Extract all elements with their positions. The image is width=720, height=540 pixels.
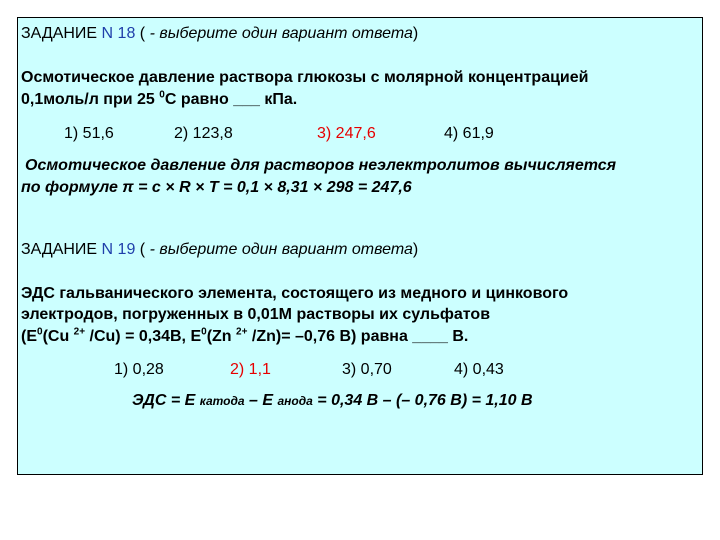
task19-option-1: 1) 0,28 (114, 361, 164, 378)
task19-q3-sup2: 2+ (73, 326, 86, 338)
task18-instruction: - выберите один вариант ответа (149, 25, 413, 42)
task19-q3-d: (Zn (206, 328, 237, 345)
task18-q2-b: С равно ___ кПа. (164, 91, 298, 108)
task19-q3-sup1: 0 (37, 326, 43, 338)
task19-formula-b: – Е (244, 392, 278, 409)
task19-q3-sup3: 0 (201, 326, 207, 338)
task19-paren-open: ( (135, 241, 150, 258)
task19-q3-b: (Cu (42, 328, 74, 345)
task19-prefix: ЗАДАНИЕ (21, 241, 102, 258)
task18-option-1: 1) 51,6 (64, 125, 114, 142)
task18-option-2: 2) 123,8 (174, 125, 233, 142)
task18-question-line1: Осмотическое давление раствора глюкозы с молярной концентрацией (21, 69, 589, 86)
task19-paren-close: ) (412, 241, 419, 258)
slide-panel (17, 17, 703, 475)
task19-formula-sub-anode: анода (277, 394, 313, 408)
task18-option-3-correct: 3) 247,6 (317, 125, 376, 142)
task18-q2-sup: 0 (159, 89, 165, 101)
task19-q3-e: /Zn)= –0,76 В) равна ____ В. (247, 328, 469, 345)
task19-q3-c: /Cu) = 0,34В, E (85, 328, 202, 345)
task19-question-line2: электродов, погруженных в 0,01М растворы их сульфатов (21, 306, 491, 323)
task19-header (21, 240, 418, 260)
task19-question-line1: ЭДС гальванического элемента, состоящего из медного и цинкового (21, 285, 569, 302)
task19-option-4: 4) 0,43 (454, 361, 504, 378)
task18-prefix: ЗАДАНИЕ (21, 25, 102, 42)
task18-explanation-line1: Осмотическое давление для растворов неэлектролитов вычисляется (25, 157, 617, 174)
task18-q2-a: 0,1моль/л при 25 (21, 91, 160, 108)
task18-number: N 18 (101, 25, 136, 42)
task18-option-4: 4) 61,9 (444, 125, 494, 142)
task18-header (21, 24, 418, 44)
task19-number: N 19 (101, 241, 136, 258)
task19-formula-sub-cathode: катода (199, 394, 245, 408)
task19-q3-sup4: 2+ (236, 326, 248, 338)
task18-question-line2 (21, 90, 297, 110)
task19-formula-c: = 0,34 В – (– 0,76 В) = 1,10 В (312, 392, 533, 409)
task18-paren-close: ) (412, 25, 419, 42)
task19-question-line3 (21, 327, 468, 347)
task19-instruction: - выберите один вариант ответа (149, 241, 413, 258)
task19-option-3: 3) 0,70 (342, 361, 392, 378)
task19-formula-a: ЭДС = Е (132, 392, 200, 409)
task19-q3-a: (E (21, 328, 37, 345)
task19-option-2-correct: 2) 1,1 (230, 361, 271, 378)
task18-explanation-line2: по формуле π = с × R × T = 0,1 × 8,31 × 298 = 247,6 (21, 179, 412, 196)
task18-paren-open: ( (135, 25, 150, 42)
task19-formula (132, 391, 533, 411)
